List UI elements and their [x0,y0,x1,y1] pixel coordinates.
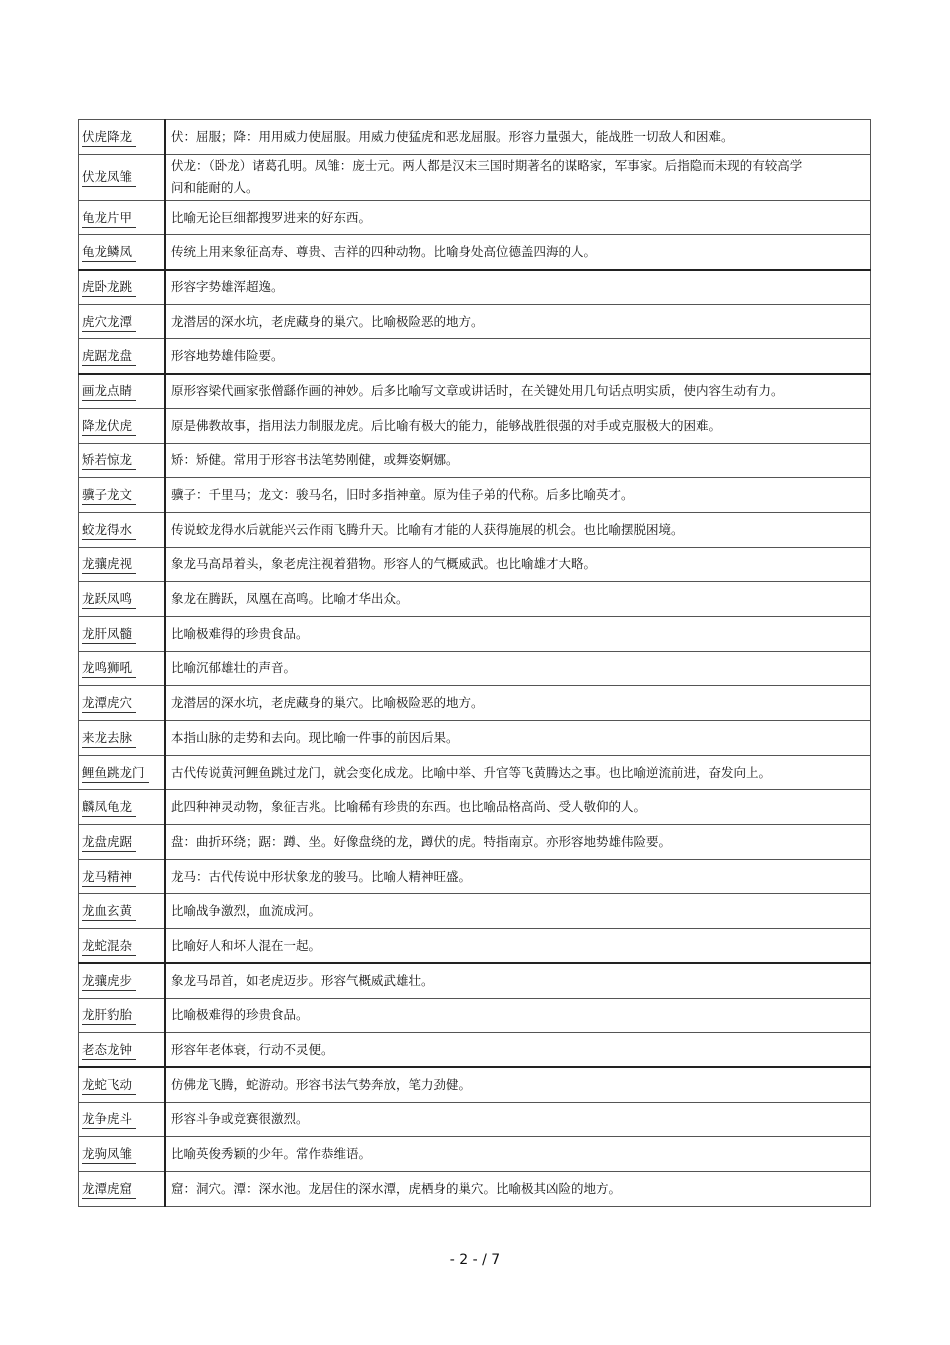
idiom-term: 龙争虎斗 [82,1110,136,1129]
term-cell [79,339,166,374]
table-row [79,963,871,998]
idiom-term: 龙潭虎窟 [82,1180,136,1199]
idiom-definition: 形容字势雄浑超逸。 [171,279,284,295]
term-cell [79,582,166,617]
idiom-definition: 传说蛟龙得水后就能兴云作雨飞腾升天。比喻有才能的人获得施展的机会。也比喻摆脱困境。 [171,521,684,537]
idiom-definition: 比喻沉郁雄壮的声音。 [171,660,297,676]
definition-cell [165,1033,871,1068]
definition-cell [165,270,871,305]
term-cell [79,1102,166,1137]
term-cell [79,998,166,1033]
idiom-definition: 比喻极难得的珍贵食品。 [171,1007,309,1023]
table-row [79,1033,871,1068]
idiom-term: 龙盘虎踞 [82,833,136,852]
idiom-term: 龙肝凤髓 [82,625,136,644]
idiom-term: 龙肝豹胎 [82,1006,136,1025]
definition-cell [165,1067,871,1102]
table-row [79,998,871,1033]
definition-cell [165,963,871,998]
table-row [79,235,871,270]
page-number: - 2 - / 7 [449,1252,501,1268]
definition-cell [165,721,871,756]
term-cell [79,374,166,409]
table-row [79,616,871,651]
idiom-definition: 比喻英俊秀颖的少年。常作恭维语。 [171,1146,372,1162]
definition-cell [165,790,871,825]
definition-cell [165,686,871,721]
term-cell [79,686,166,721]
table-row [79,304,871,339]
table-row [79,929,871,964]
definition-cell [165,512,871,547]
idiom-term: 老态龙钟 [82,1041,136,1060]
idiom-term: 龙驹凤雏 [82,1145,136,1164]
definition-cell [165,443,871,478]
table-row [79,408,871,443]
idiom-term: 降龙伏虎 [82,417,136,436]
table-row [79,1067,871,1102]
idiom-term: 龙鸣狮吼 [82,659,136,678]
term-cell [79,1171,166,1206]
idiom-definition: 骥子：千里马；龙文：骏马名，旧时多指神童。原为佳子弟的代称。后多比喻英才。 [171,487,634,503]
idiom-term: 骥子龙文 [82,486,136,505]
idiom-term: 虎穴龙潭 [82,313,136,332]
term-cell [79,478,166,513]
table-row [79,1171,871,1206]
term-cell [79,825,166,860]
idiom-definition: 矫：矫健。常用于形容书法笔势刚健，或舞姿婀娜。 [171,452,459,468]
idiom-definition: 伏：屈服；降：用用威力使屈服。用威力使猛虎和恶龙屈服。形容力量强大，能战胜一切敌人和困难。 [171,128,734,144]
idiom-definition: 龙潜居的深水坑，老虎藏身的巢穴。比喻极险恶的地方。 [171,695,484,711]
idiom-definition: 比喻无论巨细都搜罗进来的好东西。 [171,209,372,225]
definition-cell [165,998,871,1033]
idiom-term: 龙蛇混杂 [82,937,136,956]
definition-cell [165,582,871,617]
idiom-term: 龙骧虎步 [82,972,136,991]
idiom-term: 麟凤龟龙 [82,798,136,817]
definition-cell [165,120,871,155]
definition-cell [165,547,871,582]
table-row [79,270,871,305]
idiom-term: 画龙点睛 [82,382,136,401]
definition-cell [165,200,871,235]
table-row [79,512,871,547]
definition-cell [165,374,871,409]
term-cell [79,755,166,790]
definition-cell [165,235,871,270]
idiom-definition: 窟：洞穴。潭：深水池。龙居住的深水潭，虎栖身的巢穴。比喻极其凶险的地方。 [171,1180,622,1196]
term-cell [79,651,166,686]
table-row [79,859,871,894]
term-cell [79,304,166,339]
table-row [79,374,871,409]
idiom-term: 龙血玄黄 [82,902,136,921]
definition-cell [165,894,871,929]
idiom-term: 龟龙片甲 [82,209,136,228]
term-cell [79,1033,166,1068]
idiom-term: 伏虎降龙 [82,128,136,147]
table-row [79,200,871,235]
table-row [79,894,871,929]
definition-cell [165,339,871,374]
term-cell [79,1067,166,1102]
idiom-term: 来龙去脉 [82,729,136,748]
definition-cell [165,304,871,339]
idiom-term: 龙骧虎视 [82,555,136,574]
idiom-definition: 形容年老体衰，行动不灵便。 [171,1041,334,1057]
idiom-definition: 形容斗争或竞赛很激烈。 [171,1111,309,1127]
definition-cell [165,1137,871,1172]
idiom-definition: 象龙马高昂着头，象老虎注视着猎物。形容人的气概威武。也比喻雄才大略。 [171,556,597,572]
table-row [79,478,871,513]
table-row [79,1137,871,1172]
table-row [79,120,871,155]
definition-cell [165,408,871,443]
idiom-term: 龙潭虎穴 [82,694,136,713]
definition-cell [165,651,871,686]
idiom-term: 龟龙鳞凤 [82,243,136,262]
definition-cell [165,859,871,894]
term-cell [79,790,166,825]
idiom-term: 矫若惊龙 [82,451,136,470]
idiom-definition: 龙马：古代传说中形状象龙的骏马。比喻人精神旺盛。 [171,868,472,884]
term-cell [79,154,166,200]
definition-cell [165,1102,871,1137]
table-row [79,721,871,756]
term-cell [79,512,166,547]
table-row [79,547,871,582]
idiom-term: 虎卧龙跳 [82,278,136,297]
term-cell [79,408,166,443]
table-row [79,686,871,721]
term-cell [79,616,166,651]
idiom-definition: 传统上用来象征高寿、尊贵、吉祥的四种动物。比喻身处高位德盖四海的人。 [171,243,597,259]
table-row [79,790,871,825]
idiom-definition: 此四种神灵动物，象征吉兆。比喻稀有珍贵的东西。也比喻品格高尚、受人敬仰的人。 [171,799,647,815]
term-cell [79,120,166,155]
idiom-term: 龙马精神 [82,868,136,887]
idiom-definition: 象龙在腾跃，凤凰在高鸣。比喻才华出众。 [171,591,409,607]
term-cell [79,1137,166,1172]
idiom-term: 蛟龙得水 [82,521,136,540]
idiom-term: 伏龙凤雏 [82,168,136,187]
idiom-definition: 盘：曲折环绕；踞：蹲、坐。好像盘绕的龙，蹲伏的虎。特指南京。亦形容地势雄伟险要。 [171,833,672,849]
table-row [79,443,871,478]
term-cell [79,721,166,756]
idiom-definition: 形容地势雄伟险要。 [171,348,284,364]
term-cell [79,270,166,305]
term-cell [79,200,166,235]
idiom-definition: 古代传说黄河鲤鱼跳过龙门，就会变化成龙。比喻中举、升官等飞黄腾达之事。也比喻逆流前进，奋发向上。 [171,764,772,780]
idiom-definition: 伏龙：（卧龙）诸葛孔明。凤雏：庞士元。两人都是汉末三国时期著名的谋略家，军事家。后指隐而未现的有较高学问和能耐的人。 [171,158,803,196]
table-row [79,755,871,790]
definition-cell [165,478,871,513]
table-body [79,120,871,1207]
table-row [79,1102,871,1137]
term-cell [79,547,166,582]
idiom-definition: 象龙马昂首，如老虎迈步。形容气概威武雄壮。 [171,972,434,988]
definition-cell [165,825,871,860]
definition-cell [165,616,871,651]
table-row [79,651,871,686]
term-cell [79,235,166,270]
table-row [79,154,871,200]
idiom-definition: 比喻极难得的珍贵食品。 [171,625,309,641]
term-cell [79,929,166,964]
idiom-term: 龙蛇飞动 [82,1076,136,1095]
table-row [79,582,871,617]
table-row [79,339,871,374]
definition-cell [165,755,871,790]
term-cell [79,859,166,894]
idiom-definition: 原形容梁代画家张僧繇作画的神妙。后多比喻写文章或讲话时，在关键处用几句话点明实质，使内容生动有力。 [171,383,784,399]
table-row [79,825,871,860]
definition-cell [165,154,871,200]
idiom-term: 龙跃凤鸣 [82,590,136,609]
idiom-term: 鲤鱼跳龙门 [82,764,149,783]
definition-cell [165,929,871,964]
idiom-definition: 本指山脉的走势和去向。现比喻一件事的前因后果。 [171,729,459,745]
idiom-definition: 原是佛教故事，指用法力制服龙虎。后比喻有极大的能力，能够战胜很强的对手或克服极大的困难。 [171,417,722,433]
idiom-definition: 仿佛龙飞腾，蛇游动。形容书法气势奔放，笔力劲健。 [171,1076,472,1092]
idiom-definition: 比喻战争激烈，血流成河。 [171,903,322,919]
idiom-definition: 龙潜居的深水坑，老虎藏身的巢穴。比喻极险恶的地方。 [171,313,484,329]
term-cell [79,963,166,998]
term-cell [79,443,166,478]
term-cell [79,894,166,929]
idiom-term: 虎踞龙盘 [82,347,136,366]
definition-cell [165,1171,871,1206]
idiom-table [78,119,871,1207]
idiom-definition: 比喻好人和坏人混在一起。 [171,937,322,953]
